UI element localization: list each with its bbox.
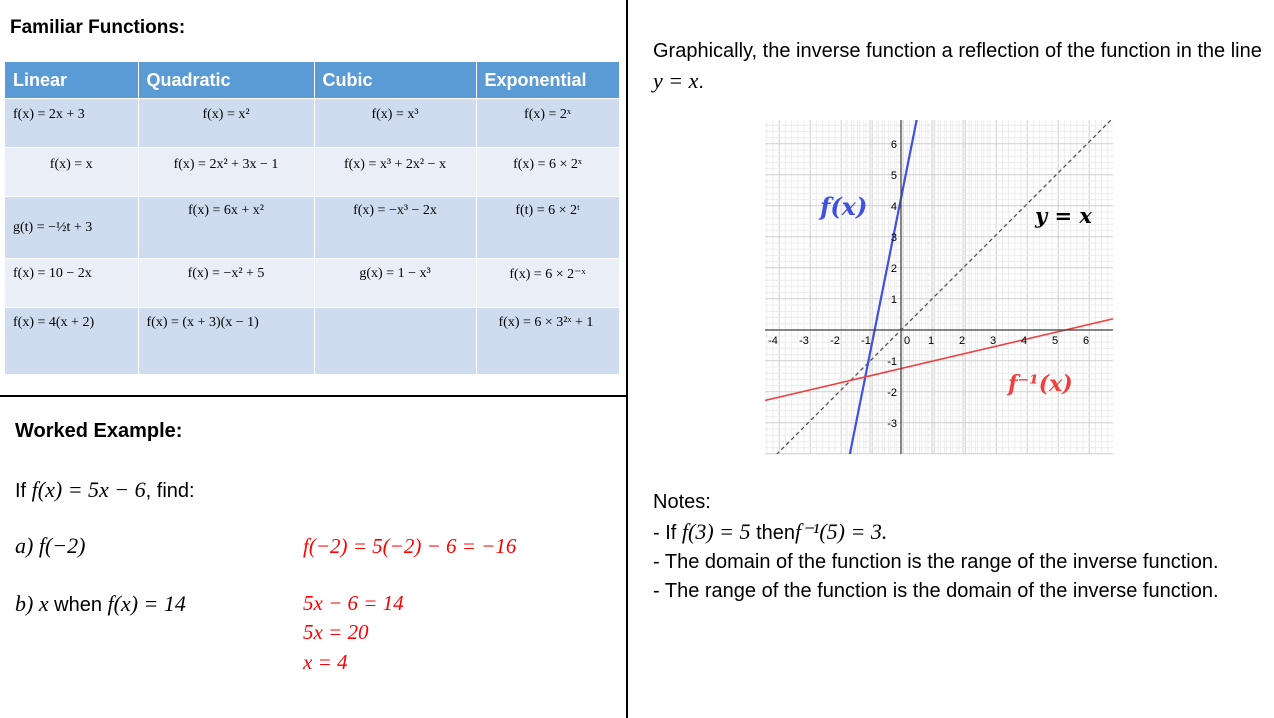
table-header-row	[5, 62, 619, 99]
cell-text: f(x) = 6 × 2ˣ	[513, 157, 582, 172]
y-tick-label: 2	[890, 263, 897, 275]
horizontal-divider	[0, 395, 626, 397]
y-tick-label: 1	[890, 294, 897, 306]
answer-b-line-3: x = 4	[303, 650, 348, 674]
part-b-when: when	[48, 594, 108, 616]
part-a: a) f(−2)	[15, 533, 86, 558]
intro-sentence: Graphically, the inverse function a reflection of the function in the line	[653, 40, 1262, 62]
table-cell	[5, 259, 138, 308]
table-cell	[476, 197, 619, 259]
answer-b-line-1: 5x − 6 = 14	[303, 591, 404, 615]
x-tick-label: 6	[1083, 335, 1090, 347]
part-b-math: f(x) = 14	[107, 591, 186, 616]
notes-title: Notes:	[653, 491, 711, 513]
x-tick-label: 4	[1021, 335, 1028, 347]
part-b	[15, 591, 186, 617]
table-cell	[5, 148, 138, 197]
table-cell	[314, 99, 476, 148]
question-suffix: , find:	[145, 480, 195, 502]
question-prefix: If	[15, 480, 32, 502]
x-tick-label: 2	[959, 335, 966, 347]
table-row	[5, 308, 619, 374]
header-cubic: Cubic	[314, 62, 476, 99]
table-cell	[138, 99, 314, 148]
cell-text: f(x) = 6 × 3²ˣ + 1	[498, 315, 594, 330]
function-graph	[765, 120, 1115, 456]
table-cell	[476, 99, 619, 148]
f-inverse-label: f⁻¹(x)	[1008, 371, 1073, 397]
notes	[653, 488, 1253, 606]
header-quadratic: Quadratic	[138, 62, 314, 99]
answer-a: f(−2) = 5(−2) − 6 = −16	[303, 534, 517, 558]
table-row	[5, 197, 619, 259]
table-cell	[5, 99, 138, 148]
y-tick-label: -2	[887, 387, 897, 399]
y-equals-x-label: y = x	[1035, 203, 1092, 228]
table-row	[5, 259, 619, 308]
familiar-functions-title: Familiar Functions:	[10, 17, 186, 38]
table-cell	[314, 197, 476, 259]
y-tick-label: -3	[887, 418, 897, 430]
cell-text: f(x) = −x³ − 2x	[353, 203, 437, 218]
intro-text	[653, 36, 1265, 97]
x-tick-label: -2	[830, 335, 840, 347]
table-row	[5, 148, 619, 197]
table-cell	[5, 197, 138, 259]
y-tick-label: -1	[887, 356, 897, 368]
cell-text: f(x) = 4(x + 2)	[13, 315, 95, 330]
table-cell	[314, 308, 476, 374]
table-cell	[138, 308, 314, 374]
table-cell	[314, 148, 476, 197]
table-cell	[138, 148, 314, 197]
header-exponential: Exponential	[476, 62, 619, 99]
y-tick-label: 4	[890, 201, 897, 213]
x-tick-label: -3	[799, 335, 809, 347]
cell-text: f(x) = x³ + 2x² − x	[343, 157, 447, 172]
cell-text: f(x) = x²	[202, 107, 250, 122]
question-math: f(x) = 5x − 6	[31, 477, 146, 502]
worked-example-title: Worked Example:	[15, 420, 183, 442]
note-1-math-2: f⁻¹(5) = 3.	[795, 519, 888, 544]
table-row	[5, 99, 619, 148]
y-tick-label: 6	[890, 139, 897, 151]
intro-end: .	[698, 71, 704, 93]
cell-text: f(x) = 6 × 2⁻ˣ	[509, 267, 586, 282]
cell-text: f(x) = x³	[371, 107, 419, 122]
table-cell	[138, 197, 314, 259]
cell-text: f(x) = 10 − 2x	[13, 266, 92, 281]
cell-text: f(x) = −x² + 5	[187, 266, 265, 281]
note-1	[653, 517, 1253, 548]
note-1-prefix: - If	[653, 522, 682, 544]
intro-math: y = x	[653, 68, 699, 93]
table-cell	[476, 148, 619, 197]
table-cell	[476, 308, 619, 374]
note-3: - The range of the function is the domain of the inverse function.	[653, 580, 1219, 602]
header-linear: Linear	[5, 62, 138, 99]
answer-b-line-2: 5x = 20	[303, 620, 369, 644]
cell-text: f(t) = 6 × 2ᵗ	[515, 203, 580, 218]
cell-text: g(x) = 1 − x³	[359, 266, 431, 281]
table-cell	[476, 259, 619, 308]
cell-text: f(x) = x	[49, 157, 93, 172]
familiar-functions-table	[5, 62, 620, 374]
f-label: f(x)	[820, 192, 868, 221]
note-1-middle: then	[750, 522, 795, 544]
cell-text: f(x) = 2x + 3	[13, 107, 85, 122]
x-tick-label: 1	[928, 335, 935, 347]
y-tick-label: 5	[890, 170, 897, 182]
x-tick-label: -1	[861, 335, 871, 347]
part-b-label: b) x	[15, 591, 49, 616]
cell-text: f(x) = 6x + x²	[188, 203, 264, 218]
question	[15, 477, 195, 503]
note-2: - The domain of the function is the range of the inverse function.	[653, 551, 1219, 573]
cell-text: f(x) = 2x² + 3x − 1	[173, 157, 279, 172]
y-tick-label: 3	[890, 232, 897, 244]
table-cell	[5, 308, 138, 374]
x-tick-label: -4	[768, 335, 778, 347]
cell-text: f(x) = 2ˣ	[524, 107, 571, 122]
cell-text: f(x) = (x + 3)(x − 1)	[146, 315, 259, 330]
x-tick-label: 3	[990, 335, 997, 347]
x-tick-label: 0	[904, 335, 911, 347]
cell-text: g(t) = −½t + 3	[13, 219, 93, 235]
vertical-divider	[626, 0, 628, 718]
table-cell	[138, 259, 314, 308]
note-1-math-1: f(3) = 5	[681, 519, 751, 544]
table-cell	[314, 259, 476, 308]
x-tick-label: 5	[1052, 335, 1059, 347]
